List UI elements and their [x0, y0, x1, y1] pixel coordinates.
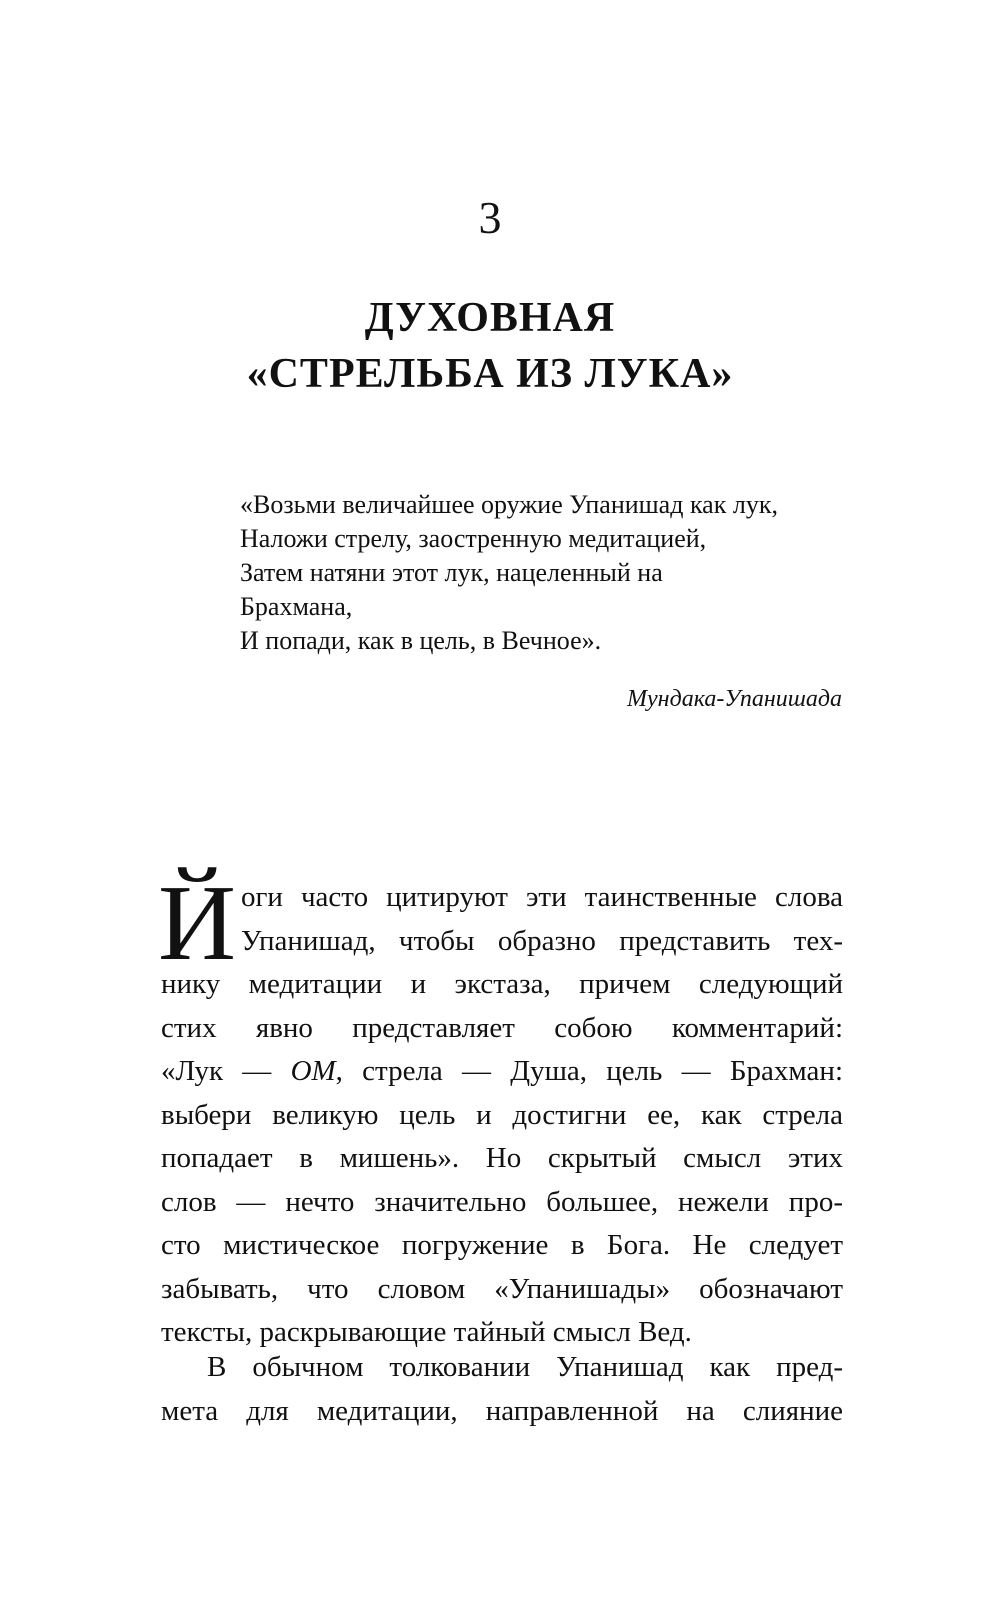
body-line: В обычном толковании Упанишад как пред- — [207, 1351, 843, 1383]
drop-cap-letter: Й — [158, 864, 236, 983]
epigraph-line: Затем натяни этот лук, нацеленный на — [240, 558, 663, 587]
chapter-title-line-2: «СТРЕЛЬБА ИЗ ЛУКА» — [246, 351, 734, 397]
body-line: тексты, раскрывающие тайный смысл Вед. — [161, 1316, 692, 1348]
body-line: попадает в мишень». Но скрытый смысл этих — [161, 1142, 843, 1174]
body-line: Упанишад, чтобы образно представить тех- — [241, 924, 843, 957]
body-line: забывать, что словом «Упанишады» обозначают — [161, 1272, 843, 1305]
body-line: мета для медитации, направленной на слияние — [161, 1394, 843, 1427]
epigraph-source: Мундака-Упанишада — [627, 686, 842, 712]
emphasized-word: ОМ — [290, 1055, 336, 1087]
chapter-number: 3 — [478, 192, 502, 243]
body-line: сто мистическое погружение в Бога. Не следует — [161, 1229, 843, 1261]
chapter-title — [0, 290, 980, 402]
body-line: стих явно представляет собою комментарий: — [161, 1011, 843, 1044]
epigraph — [240, 488, 840, 658]
body-line-with-emphasis — [161, 1050, 843, 1094]
epigraph-line: Наложи стрелу, заостренную медитацией, — [240, 524, 707, 553]
chapter-title-line-1: ДУХОВНАЯ — [364, 295, 616, 341]
body-line: нику медитации и экстаза, причем следующий — [161, 968, 843, 1000]
body-line: оги часто цитируют эти таинственные слова — [241, 881, 843, 913]
epigraph-line: Брахмана, — [240, 592, 353, 621]
body-line: слов — нечто значительно большее, нежели про- — [161, 1185, 843, 1218]
epigraph-line: И попади, как в цель, в Вечное». — [240, 626, 602, 655]
paragraph-2 — [161, 1346, 843, 1433]
epigraph-line: «Возьми величайшее оружие Упанишад как лук, — [240, 490, 778, 519]
body-line: выбери великую цель и достигни ее, как стрела — [161, 1098, 843, 1131]
body-text-span: , стрела — Душа, цель — Брахман: — [335, 1055, 843, 1087]
body-text-span: «Лук — — [161, 1055, 272, 1087]
paragraph-1 — [161, 876, 843, 1355]
